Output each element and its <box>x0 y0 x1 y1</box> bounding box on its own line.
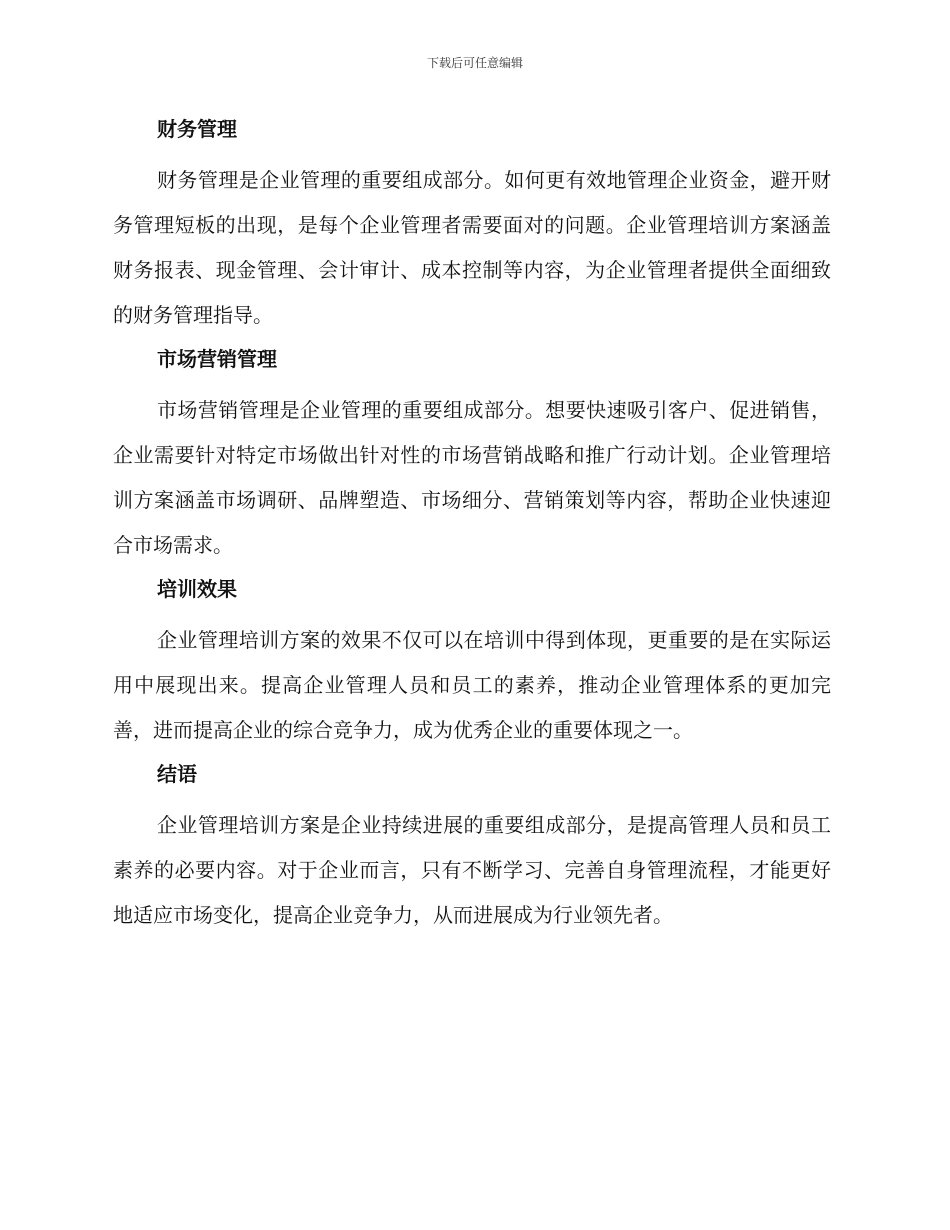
section-heading: 财务管理 <box>157 117 237 141</box>
section-paragraph: 企业管理培训方案是企业持续进展的重要组成部分，是提高管理人员和员工素养的必要内容。对于企业而言，只有不断学习、完善自身管理流程，才能更好地适应市场变化，提高企业竞争力，从而进展成为行业领先者。 <box>113 813 831 927</box>
page-header-note: 下载后可任意编辑 <box>426 56 523 70</box>
section-paragraph: 企业管理培训方案的效果不仅可以在培训中得到体现，更重要的是在实际运用中展现出来。提高企业管理人员和员工的素养，推动企业管理体系的更加完善，进而提高企业的综合竞争力，成为优秀企业的重要体现之一。 <box>113 628 831 742</box>
document-content <box>113 114 831 944</box>
section-conclusion <box>113 759 831 938</box>
section-finance <box>113 114 831 338</box>
section-training-effect <box>113 574 831 753</box>
section-heading: 结语 <box>157 762 197 786</box>
section-paragraph: 财务管理是企业管理的重要组成部分。如何更有效地管理企业资金，避开财务管理短板的出现，是每个企业管理者需要面对的问题。企业管理培训方案涵盖财务报表、现金管理、会计审计、成本控制等内容，为企业管理者提供全面细致的财务管理指导。 <box>113 168 831 327</box>
section-heading: 市场营销管理 <box>157 347 277 371</box>
section-marketing <box>113 344 831 568</box>
section-paragraph: 市场营销管理是企业管理的重要组成部分。想要快速吸引客户、促进销售，企业需要针对特定市场做出针对性的市场营销战略和推广行动计划。企业管理培训方案涵盖市场调研、品牌塑造、市场细分、营销策划等内容，帮助企业快速迎合市场需求。 <box>113 398 831 557</box>
section-heading: 培训效果 <box>157 577 237 601</box>
